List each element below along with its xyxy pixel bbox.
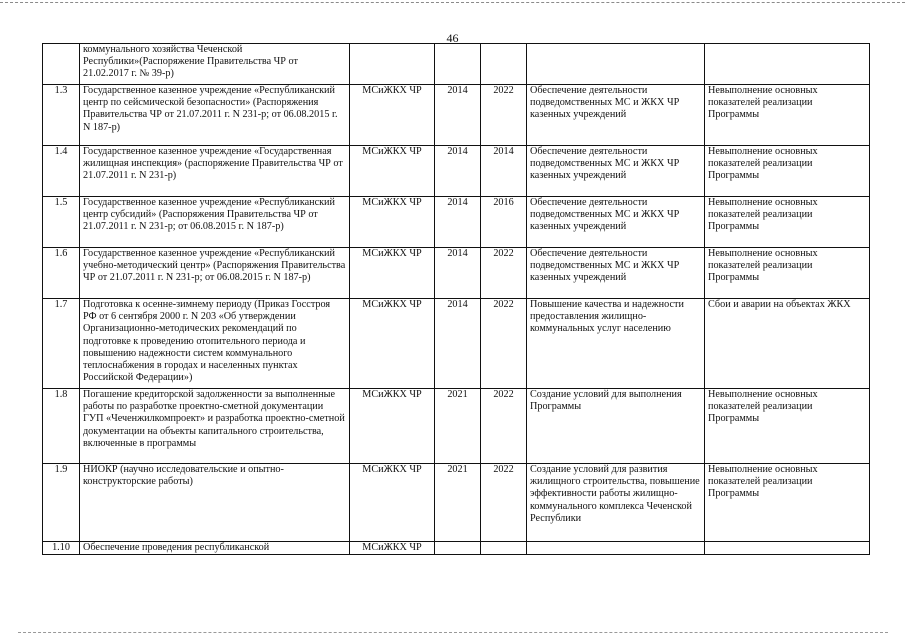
non-implementation-consequence-cell: Невыполнение основных показателей реализации Программы (705, 464, 870, 542)
table-row (43, 464, 870, 542)
end-year-cell: 2022 (481, 85, 527, 146)
table-row (43, 146, 870, 197)
non-implementation-consequence-cell: Невыполнение основных показателей реализации Программы (705, 146, 870, 197)
expected-result-cell: Обеспечение деятельности подведомственных МС и ЖКХ ЧР казенных учреждений (527, 85, 705, 146)
executor-cell: МСиЖКХ ЧР (350, 542, 435, 555)
start-year-cell: 2014 (435, 85, 481, 146)
non-implementation-consequence-cell (705, 44, 870, 85)
end-year-cell: 2022 (481, 389, 527, 464)
expected-result-cell: Повышение качества и надежности предоставления жилищно-коммунальных услуг населению (527, 299, 705, 389)
expected-result-cell: Обеспечение деятельности подведомственных МС и ЖКХ ЧР казенных учреждений (527, 248, 705, 299)
row-number-cell: 1.4 (43, 146, 80, 197)
page-number: 46 (446, 31, 459, 45)
end-year-cell: 2022 (481, 248, 527, 299)
executor-cell: МСиЖКХ ЧР (350, 248, 435, 299)
end-year-cell (481, 44, 527, 85)
measure-name-cell: Государственное казенное учреждение «Республиканский центр по сейсмической безопасности» (Распоряжения Правительства ЧР от 21.07.2011 г. N 231-р; от 06.08.2015 г. N 187-р) (80, 85, 350, 146)
row-number-cell: 1.9 (43, 464, 80, 542)
non-implementation-consequence-cell: Невыполнение основных показателей реализации Программы (705, 248, 870, 299)
measure-name-cell: Погашение кредиторской задолженности за выполненные работы по разработке проектно-сметной документации ГУП «Чеченжилкомпроект» и разработка проектно-сметной документации на объекты капитального строительства, включенные в программы (80, 389, 350, 464)
table-row (43, 85, 870, 146)
measure-name-cell: Подготовка к осенне-зимнему периоду (Приказ Госстроя РФ от 6 сентября 2000 г. N 203 «Об утверждении Организационно-методических рекомендаций по подготовке к проведению отопительного периода и повышению надежности систем коммунального теплоснабжения в городах и населенных пунктах Российской Федерации») (80, 299, 350, 389)
table-row (43, 197, 870, 248)
non-implementation-consequence-cell: Сбои и аварии на объектах ЖКХ (705, 299, 870, 389)
table-row (43, 299, 870, 389)
start-year-cell: 2021 (435, 464, 481, 542)
table-row (43, 542, 870, 555)
executor-cell: МСиЖКХ ЧР (350, 299, 435, 389)
start-year-cell: 2014 (435, 146, 481, 197)
table-row (43, 44, 870, 85)
row-number-cell: 1.7 (43, 299, 80, 389)
non-implementation-consequence-cell: Невыполнение основных показателей реализации Программы (705, 85, 870, 146)
table-row (43, 248, 870, 299)
scan-edge-bottom (18, 632, 888, 633)
non-implementation-consequence-cell (705, 542, 870, 555)
row-number-cell (43, 44, 80, 85)
scan-edge-top (0, 2, 905, 3)
row-number-cell: 1.8 (43, 389, 80, 464)
start-year-cell: 2014 (435, 299, 481, 389)
expected-result-cell: Создание условий для развития жилищного строительства, повышение эффективности работы жилищно-коммунального комплекса Чеченской Республики (527, 464, 705, 542)
expected-result-cell: Обеспечение деятельности подведомственных МС и ЖКХ ЧР казенных учреждений (527, 146, 705, 197)
start-year-cell (435, 44, 481, 85)
measure-name-cell: НИОКР (научно исследовательские и опытно-конструкторские работы) (80, 464, 350, 542)
start-year-cell: 2021 (435, 389, 481, 464)
end-year-cell (481, 542, 527, 555)
measure-name-cell: Обеспечение проведения республиканской (80, 542, 350, 555)
expected-result-cell: Обеспечение деятельности подведомственных МС и ЖКХ ЧР казенных учреждений (527, 197, 705, 248)
end-year-cell: 2014 (481, 146, 527, 197)
executor-cell: МСиЖКХ ЧР (350, 85, 435, 146)
row-number-cell: 1.5 (43, 197, 80, 248)
row-number-cell: 1.10 (43, 542, 80, 555)
row-number-cell: 1.6 (43, 248, 80, 299)
start-year-cell (435, 542, 481, 555)
measure-name-cell: Государственное казенное учреждение «Государственная жилищная инспекция» (распоряжение Правительства ЧР от 21.07.2011 г. N 231-р) (80, 146, 350, 197)
expected-result-cell: Создание условий для выполнения Программы (527, 389, 705, 464)
executor-cell (350, 44, 435, 85)
end-year-cell: 2016 (481, 197, 527, 248)
executor-cell: МСиЖКХ ЧР (350, 389, 435, 464)
executor-cell: МСиЖКХ ЧР (350, 464, 435, 542)
measure-name-cell: Государственное казенное учреждение «Республиканский учебно-методический центр» (Распоряжения Правительства ЧР от 21.07.2011 г. N 231-р; от 06.08.2015 г. N 187-р) (80, 248, 350, 299)
executor-cell: МСиЖКХ ЧР (350, 146, 435, 197)
non-implementation-consequence-cell: Невыполнение основных показателей реализации Программы (705, 389, 870, 464)
executor-cell: МСиЖКХ ЧР (350, 197, 435, 248)
table-row (43, 389, 870, 464)
expected-result-cell (527, 44, 705, 85)
start-year-cell: 2014 (435, 197, 481, 248)
end-year-cell: 2022 (481, 299, 527, 389)
start-year-cell: 2014 (435, 248, 481, 299)
measure-name-cell: Государственное казенное учреждение «Республиканский центр субсидий» (Распоряжения Правительства ЧР от 21.07.2011 г. N 231-р; от 06.08.2015 г. N 187-р) (80, 197, 350, 248)
program-measures-table (42, 43, 870, 555)
non-implementation-consequence-cell: Невыполнение основных показателей реализации Программы (705, 197, 870, 248)
expected-result-cell (527, 542, 705, 555)
row-number-cell: 1.3 (43, 85, 80, 146)
end-year-cell: 2022 (481, 464, 527, 542)
measure-name-cell: коммунального хозяйства Чеченской Республики»(Распоряжение Правительства ЧР от 21.02.2017 г. № 39-р) (80, 44, 350, 85)
